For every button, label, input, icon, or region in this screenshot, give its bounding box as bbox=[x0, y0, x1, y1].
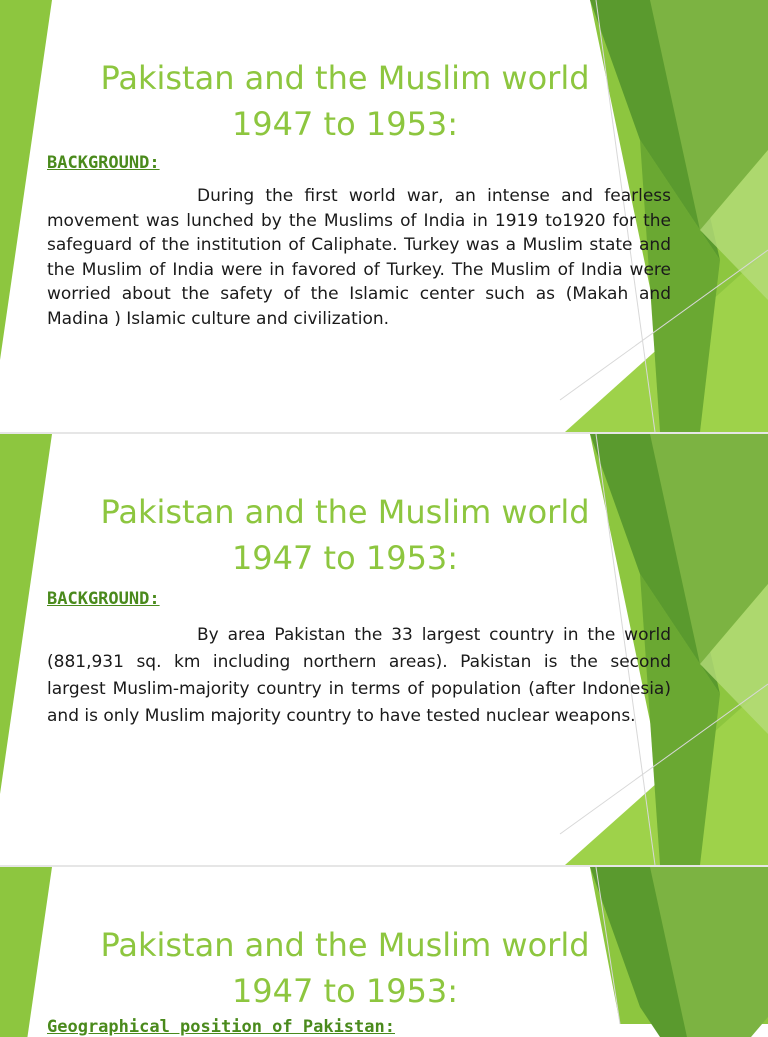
slide-title-line-2: 1947 to 1953: bbox=[231, 105, 459, 143]
slide-3[interactable] bbox=[0, 867, 768, 1037]
slide-title-line-1: Pakistan and the Muslim world bbox=[100, 59, 590, 97]
slide-title bbox=[60, 489, 630, 581]
slide-title-line-1: Pakistan and the Muslim world bbox=[100, 493, 590, 531]
slide-2[interactable] bbox=[0, 434, 768, 865]
slide-1[interactable] bbox=[0, 0, 768, 432]
slide-title-line-2: 1947 to 1953: bbox=[231, 539, 459, 577]
section-heading: BACKGROUND: bbox=[47, 589, 160, 609]
slide-body-text: By area Pakistan the 33 largest country in the world (881,931 sq. km including northern areas). Pakistan is the second largest Muslim-majority country in terms of population (after Indonesia) and is only Muslim majority country to have tested nuclear weapons. bbox=[47, 625, 671, 726]
slide-title-line-1: Pakistan and the Muslim world bbox=[100, 926, 590, 964]
slide-title bbox=[60, 55, 630, 147]
slide-title bbox=[60, 922, 630, 1014]
section-heading: Geographical position of Pakistan: bbox=[47, 1017, 395, 1037]
section-heading: BACKGROUND: bbox=[47, 153, 160, 173]
slide-title-line-2: 1947 to 1953: bbox=[231, 972, 459, 1010]
slide-body-text: During the first world war, an intense and fearless movement was lunched by the Muslims of India in 1919 to1920 for the safeguard of the institution of Caliphate. Turkey was a Muslim state and the Muslim of India were in favored of Turkey. The Muslim of India were worried about the safety of the Islamic center such as (Makah and Madina ) Islamic culture and civilization. bbox=[47, 186, 671, 329]
